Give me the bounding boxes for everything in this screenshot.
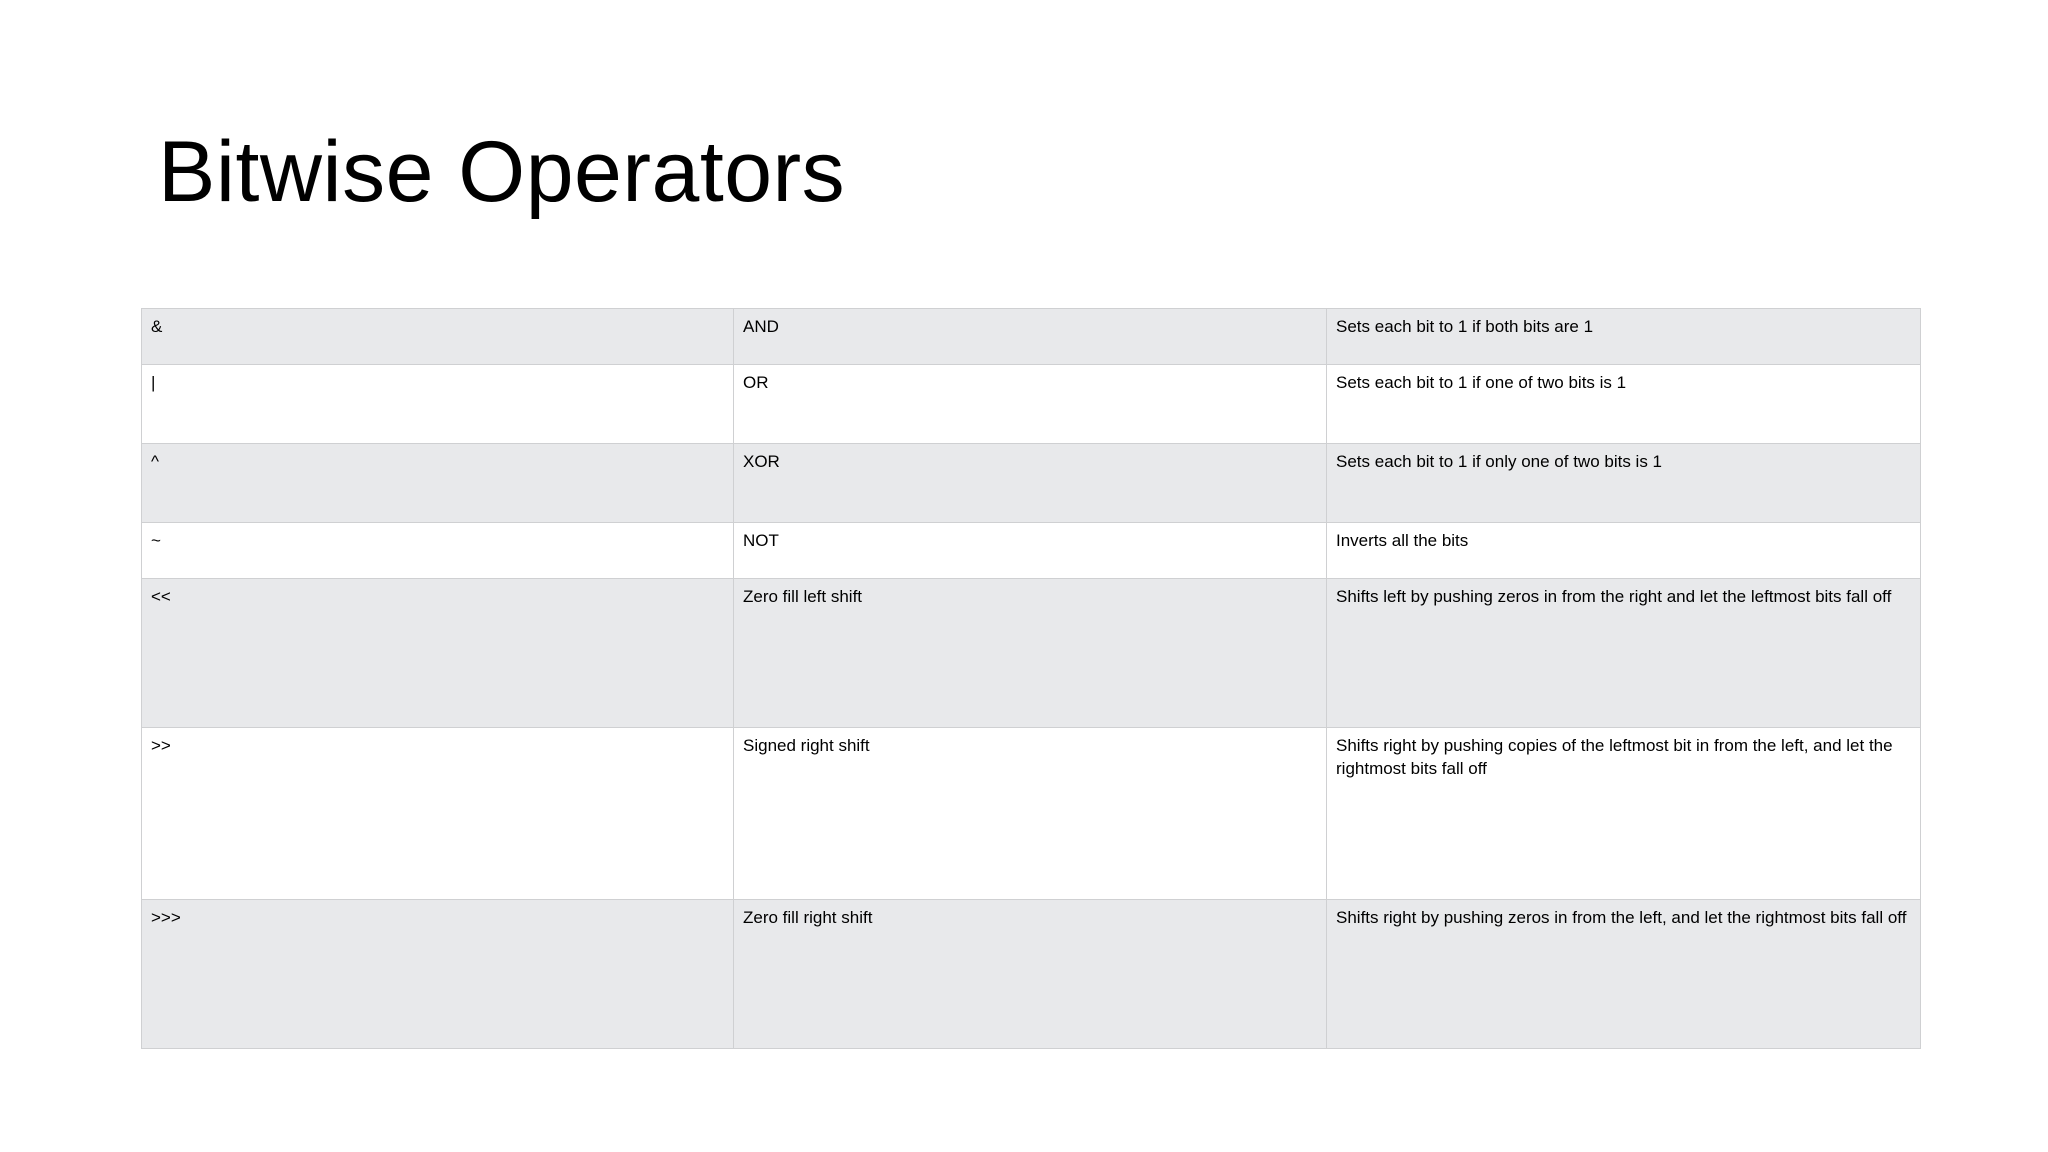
- operator-cell: ^: [142, 444, 734, 523]
- table-row: [142, 444, 1921, 523]
- operator-description-cell: Sets each bit to 1 if one of two bits is 1: [1327, 365, 1921, 444]
- operator-name-cell: Zero fill right shift: [734, 900, 1327, 1049]
- operator-cell: ~: [142, 523, 734, 579]
- table-row: [142, 523, 1921, 579]
- operator-description-cell: Sets each bit to 1 if both bits are 1: [1327, 309, 1921, 365]
- operator-description-cell: Shifts right by pushing zeros in from the left, and let the rightmost bits fall off: [1327, 900, 1921, 1049]
- operator-name-cell: NOT: [734, 523, 1327, 579]
- operator-name-cell: OR: [734, 365, 1327, 444]
- operator-name-cell: Zero fill left shift: [734, 579, 1327, 728]
- operator-cell: >>: [142, 728, 734, 900]
- operator-description-cell: Shifts left by pushing zeros in from the right and let the leftmost bits fall off: [1327, 579, 1921, 728]
- operator-description-cell: Sets each bit to 1 if only one of two bits is 1: [1327, 444, 1921, 523]
- operator-name-cell: Signed right shift: [734, 728, 1327, 900]
- operator-name-cell: AND: [734, 309, 1327, 365]
- operator-cell: |: [142, 365, 734, 444]
- slide-title: Bitwise Operators: [158, 124, 846, 220]
- table-row: [142, 365, 1921, 444]
- table-row: [142, 900, 1921, 1049]
- bitwise-operators-table: [141, 308, 1921, 1049]
- table-row: [142, 728, 1921, 900]
- operator-cell: &: [142, 309, 734, 365]
- operator-cell: <<: [142, 579, 734, 728]
- operator-name-cell: XOR: [734, 444, 1327, 523]
- table-row: [142, 579, 1921, 728]
- operator-description-cell: Inverts all the bits: [1327, 523, 1921, 579]
- operator-cell: >>>: [142, 900, 734, 1049]
- table-row: [142, 309, 1921, 365]
- operator-description-cell: Shifts right by pushing copies of the leftmost bit in from the left, and let the rightmost bits fall off: [1327, 728, 1921, 900]
